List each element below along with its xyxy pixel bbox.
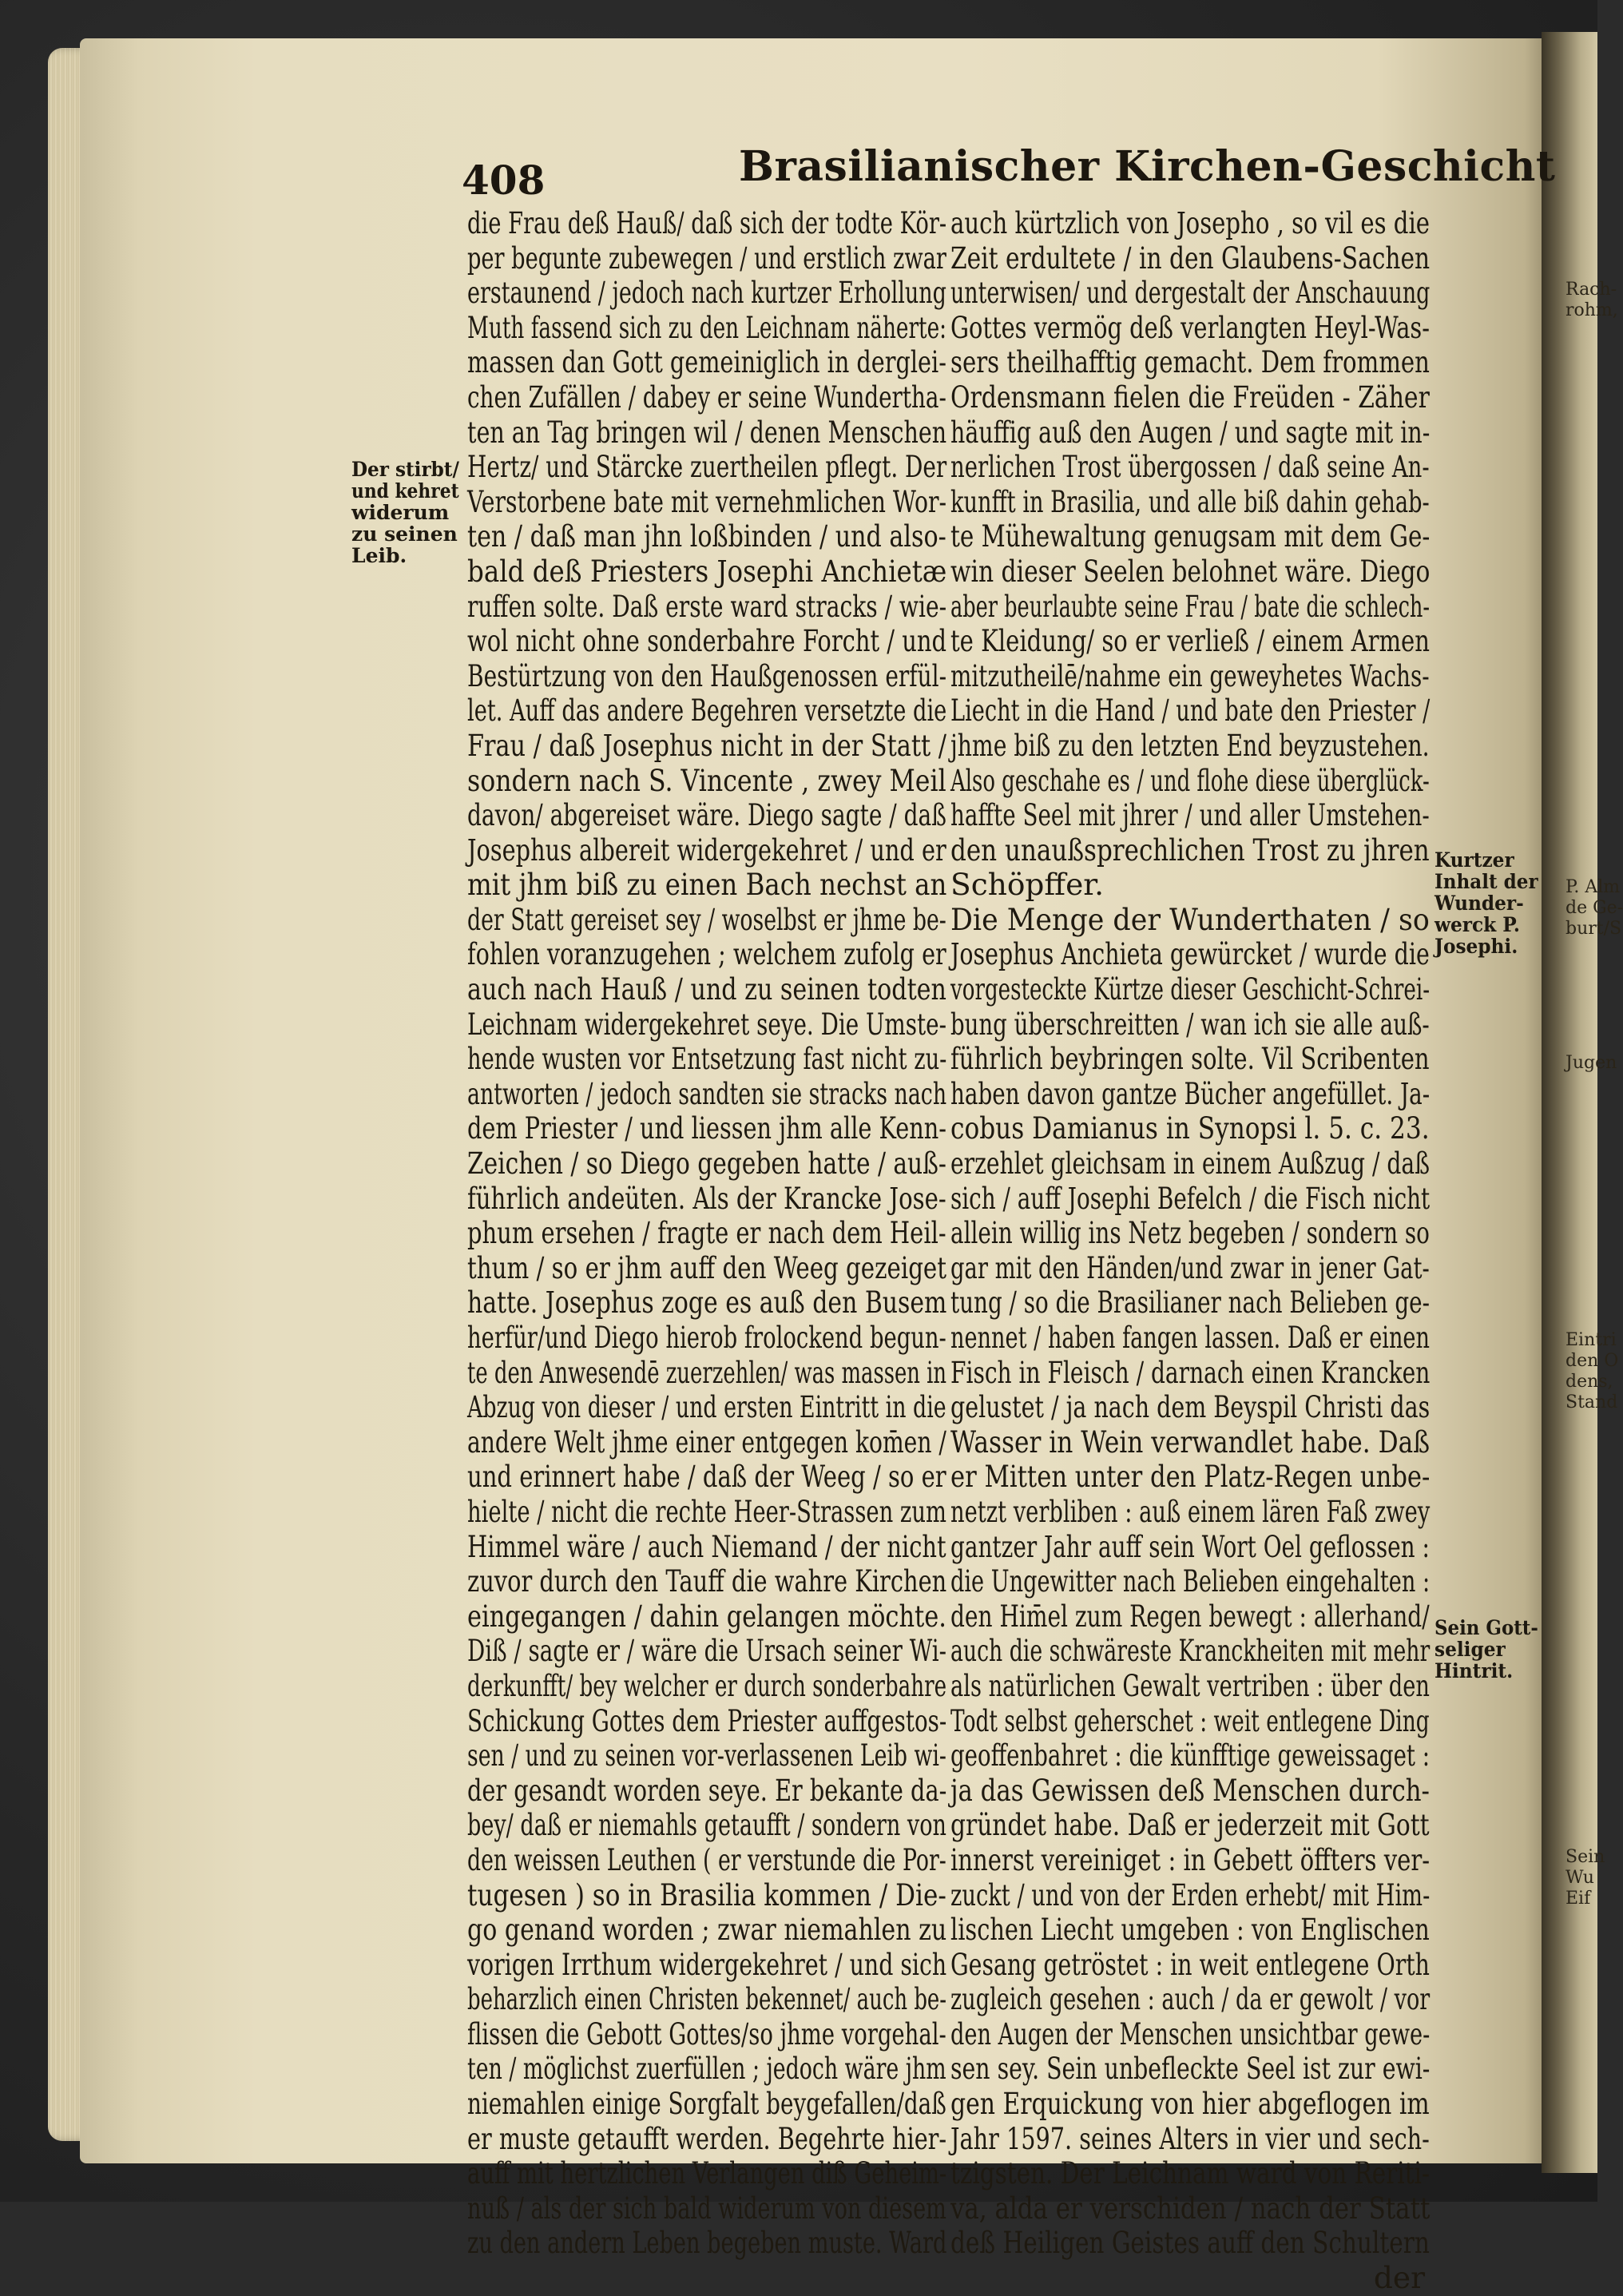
next-page-fragment-1: Rach- rohm, [1565,280,1618,320]
margin-note-line: und kehret [351,479,459,502]
catchword: der [1373,2260,1425,2296]
text-line: massen dan Gott gemeiniglich in derglei- [467,344,946,380]
text-line: mitzutheilē/nahme ein geweyhetes Wachs- [950,657,1430,693]
text-line: tzigsten. Der Leichnam ward von Reriti- [950,2155,1430,2191]
text-line: auff mit hertzlichen Verlangen diß Geheim- [467,2155,947,2191]
text-line: chen Zufällen / dabey er seine Wundertha- [467,379,946,415]
text-line: geoffenbahret : die künfftige geweissaget : [950,1738,1431,1774]
text-line: Todt selbst geherschet : weit entlegene Ding [950,1702,1430,1738]
text-line: nerlichen Trost übergossen / daß seine An- [950,449,1430,485]
margin-note-line: Hintrit. [1435,1659,1514,1682]
text-line: Hertz/ und Stärcke zuertheilen pflegt. Der [467,449,947,485]
text-line: vorgesteckte Kürtze dieser Geschicht-Schrei- [950,971,1431,1007]
text-line: netzt verbliben : auß einem lären Faß zwey [950,1493,1431,1529]
text-line: Josephus albereit widergekehret / und er [467,832,946,868]
text-line: te den Anwesendē zuerzehlen/ was massen in [467,1354,947,1390]
text-line: den unaußsprechlichen Trost zu jhren [950,832,1430,868]
text-line: kunfft in Brasilia, und alle biß dahin gehab- [950,483,1430,519]
text-line: Die Menge der Wunderthaten / so [950,901,1430,937]
text-line: davon/ abgereiset wäre. Diego sagte / daß [467,797,946,833]
text-line: wol nicht ohne sonderbahre Forcht / und [467,623,946,659]
text-line: Fisch in Fleisch / darnach einen Krancken [950,1354,1431,1390]
text-line: führlich andeüten. Als der Krancke Jose- [467,1180,946,1216]
text-line: zuckt / und von der Erden erhebt/ mit Him- [950,1877,1431,1913]
text-line: tugesen ) so in Brasilia kommen / Die- [467,1877,946,1913]
text-line: allein willig ins Netz begeben / sondern so [950,1215,1430,1251]
text-line: haben davon gantze Bücher angefüllet. Ja- [950,1075,1431,1111]
margin-note-line: Wunder- [1435,892,1524,915]
text-line: eingegangen / dahin gelangen möchte. [467,1598,946,1634]
text-line: Leichnam widergekehret seye. Die Umste- [467,1006,946,1042]
text-line: auch kürtzlich von Josepho , so vil es die [950,205,1431,240]
text-line: gar mit den Händen/und zwar in jener Gat- [950,1249,1430,1285]
text-line: ruffen solte. Daß erste ward stracks / wie- [467,588,947,624]
text-line: auch nach Hauß / und zu seinen todten [467,971,946,1007]
text-line: phum ersehen / fragte er nach dem Heil- [467,1215,946,1251]
text-line: let. Auff das andere Begehren versetzte die [467,693,947,729]
text-line: tung / so die Brasilianer nach Belieben ge- [950,1285,1430,1321]
text-line: ten / daß man jhn loßbinden / und also- [467,518,946,554]
text-line: herfür/und Diego hierob frolockend begun- [467,1320,946,1355]
margin-note-line: Josephi. [1435,935,1518,958]
text-line: unterwisen/ und dergestalt der Anschauung [950,275,1431,311]
text-line: aber beurlaubte seine Frau / bate die schlech- [950,588,1431,624]
text-line: thum / so er jhm auff den Weeg gezeiget [467,1249,946,1285]
text-line: per begunte zubewegen / und erstlich zwar [467,240,946,276]
text-line: jhme biß zu den letzten End beyzustehen. [950,727,1430,763]
margin-note-line: Der stirbt/ [351,458,459,481]
text-line: Zeichen / so Diego gegeben hatte / auß- [467,1146,946,1182]
text-line: Gesang getröstet : in weit entlegene Orth [950,1946,1430,1982]
text-line: Schickung Gottes dem Priester auffgestos- [467,1702,947,1738]
margin-note-right-1 [1435,849,1546,957]
text-line: niemahlen einige Sorgfalt beygefallen/daß [467,2086,946,2122]
text-line: hielte / nicht die rechte Heer-Strassen zum [467,1493,946,1529]
text-line: er Mitten unter den Platz-Regen unbe- [950,1459,1431,1495]
text-line: andere Welt jhme einer entgegen kom̄en / [467,1424,946,1460]
text-line: Frau / daß Josephus nicht in der Statt / [467,727,946,763]
text-line: mit jhm biß zu einen Bach nechst an [467,867,947,903]
text-line: Wasser in Wein verwandlet habe. Daß [950,1424,1431,1460]
text-line: als natürlichen Gewalt vertriben : über den [950,1667,1430,1703]
text-line: haffte Seel mit jhrer / und aller Umstehen- [950,797,1430,833]
margin-note-line: Sein Gott- [1435,1616,1538,1639]
text-line: Abzug von dieser / und ersten Eintritt in die [467,1389,946,1425]
text-line: gelustet / ja nach dem Beyspil Christi das [950,1389,1431,1425]
text-line: zu den andern Leben begeben muste. Ward [467,2225,947,2261]
text-line: die Ungewitter nach Belieben eingehalten : [950,1563,1431,1599]
text-line: zuvor durch den Tauff die wahre Kirchen [467,1563,947,1599]
margin-note-line: zu seinen [351,522,458,546]
text-line: deß Heiligen Geistes auff den Schultern [950,2225,1430,2261]
text-line: den Him̄el zum Regen bewegt : allerhand/ [950,1598,1430,1634]
text-line: ja das Gewissen deß Menschen durch- [950,1772,1430,1808]
text-line: Jahr 1597. seines Alters in vier und sech- [950,2120,1430,2156]
margin-note-left [351,458,459,567]
text-line: sondern nach S. Vincente , zwey Meil [467,762,946,798]
text-line: Ordensmann fielen die Freüden - Zäher [950,379,1430,415]
text-line: te Mühewaltung genugsam mit dem Ge- [950,518,1431,554]
text-line: fohlen voranzugehen ; welchem zufolg er [467,936,946,972]
text-line: bald deß Priesters Josephi Anchietæ [467,553,947,589]
margin-note-line: werck P. [1435,913,1520,936]
text-line: flissen die Gebott Gottes/so jhme vorgehal- [467,2016,946,2052]
text-line: Schöpffer. [950,867,1104,903]
next-page-fragment-4: Eintri den O dens, Stand [1565,1330,1619,1412]
next-page-fragment-3: Jugen [1565,1053,1617,1073]
text-line: innerst vereiniget : in Gebett öffters ver- [950,1841,1431,1877]
text-line: Also geschahe es / und flohe diese überglück- [950,762,1430,798]
text-line: den weissen Leuthen ( er verstunde die Por- [467,1841,946,1877]
text-line: erstaunend / jedoch nach kurtzer Erhollung [467,275,946,311]
text-line: va, alda er verschiden / nach der Statt [950,2190,1431,2226]
text-line: sen / und zu seinen vor-verlassenen Leib wi- [467,1738,946,1774]
text-line: nennet / haben fangen lassen. Daß er einen [950,1320,1430,1355]
text-line: dem Priester / und liessen jhm alle Kenn- [467,1110,946,1146]
text-line: führlich beybringen solte. Vil Scribenten [950,1041,1430,1077]
text-line: Himmel wäre / auch Niemand / der nicht [467,1528,946,1564]
right-text-column [950,206,1430,2296]
text-line: cobus Damianus in Synopsi l. 5. c. 23. [950,1110,1430,1146]
text-line: go genand worden ; zwar niemahlen zu [467,1912,947,1948]
text-line: häuffig auß den Augen / und sagte mit in- [950,414,1431,450]
text-line: der Statt gereiset sey / woselbst er jhme be- [467,901,946,937]
text-line: sers theilhafftig gemacht. Dem frommen [950,344,1430,380]
running-head-title: Brasilianischer Kirchen-Geschicht [739,142,1556,191]
text-line: Liecht in die Hand / und bate den Priester / [950,693,1431,729]
text-line: der gesandt worden seye. Er bekante da- [467,1772,947,1808]
next-page-fragment-5: Sein Wu Eif [1565,1847,1605,1909]
text-line: gen Erquickung von hier abgeflogen im [950,2086,1430,2122]
text-line: hatte. Josephus zoge es auß den Busem [467,1285,947,1321]
text-line: sich / auff Josephi Befelch / die Fisch nicht [950,1180,1431,1216]
text-line: Bestürtzung von den Haußgenossen erfül- [467,657,947,693]
text-line: und erinnert habe / daß der Weeg / so er [467,1459,946,1495]
text-line: derkunfft/ bey welcher er durch sonderbahre [467,1667,947,1703]
text-line: vorigen Irrthum widergekehret / und sich [467,1946,947,1982]
text-line: Gottes vermög deß verlangten Heyl-Was- [950,309,1430,345]
text-line: Diß / sagte er / wäre die Ursach seiner Wi- [467,1633,946,1669]
text-line: ten an Tag bringen wil / denen Menschen [467,414,947,450]
margin-note-line: seliger [1435,1638,1506,1661]
text-line: hende wusten vor Entsetzung fast nicht zu- [467,1041,947,1077]
margin-note-line: Kurtzer [1435,848,1514,872]
text-line: bung überschreitten / wan ich sie alle auß- [950,1006,1430,1042]
text-line: gründet habe. Daß er jederzeit mit Gott [950,1807,1430,1843]
text-line: Verstorbene bate mit vernehmlichen Wor- [467,483,947,519]
text-line: die Frau deß Hauß/ daß sich der todte Kör- [467,205,947,240]
text-line: bey/ daß er niemahls getaufft / sondern von [467,1807,946,1843]
margin-note-line: widerum [351,501,450,524]
text-line: win dieser Seelen belohnet wäre. Diego [950,553,1431,589]
text-line: sen sey. Sein unbefleckte Seel ist zur ewi- [950,2051,1431,2087]
text-line: zugleich gesehen : auch / da er gewolt / vor [950,1981,1431,2017]
text-line: nuß / als der sich bald widerum von diesem [467,2190,946,2226]
text-line: ten / möglichst zuerfüllen ; jedoch wäre jhm [467,2051,946,2087]
left-text-column [467,206,946,2261]
text-line: den Augen der Menschen unsichtbar gewe- [950,2016,1431,2052]
text-line: auch die schwäreste Kranckheiten mit mehr [950,1633,1431,1669]
margin-note-right-2 [1435,1617,1546,1682]
text-line: antworten / jedoch sandten sie stracks nach [467,1075,947,1111]
page-number: 408 [462,157,546,204]
margin-note-line: Leib. [351,544,407,567]
margin-note-line: Inhalt der [1435,870,1538,893]
text-line: lischen Liecht umgeben : von Englischen [950,1912,1430,1948]
text-line: gantzer Jahr auff sein Wort Oel geflossen : [950,1528,1430,1564]
next-page-fragment-2: P. Alm de Ge- burt/S [1565,877,1623,939]
text-line: Josephus Anchieta gewürcket / wurde die [950,936,1430,972]
text-line: Zeit erdultete / in den Glaubens-Sachen [950,240,1431,276]
text-line: er muste getaufft werden. Begehrte hier- [467,2120,947,2156]
text-line: erzehlet gleichsam in einem Außzug / daß [950,1146,1430,1182]
text-line: Muth fassend sich zu den Leichnam näherte: [467,309,946,345]
text-line: te Kleidung/ so er verließ / einem Armen [950,623,1430,659]
text-line: beharzlich einen Christen bekennet/ auch be- [467,1981,947,2017]
